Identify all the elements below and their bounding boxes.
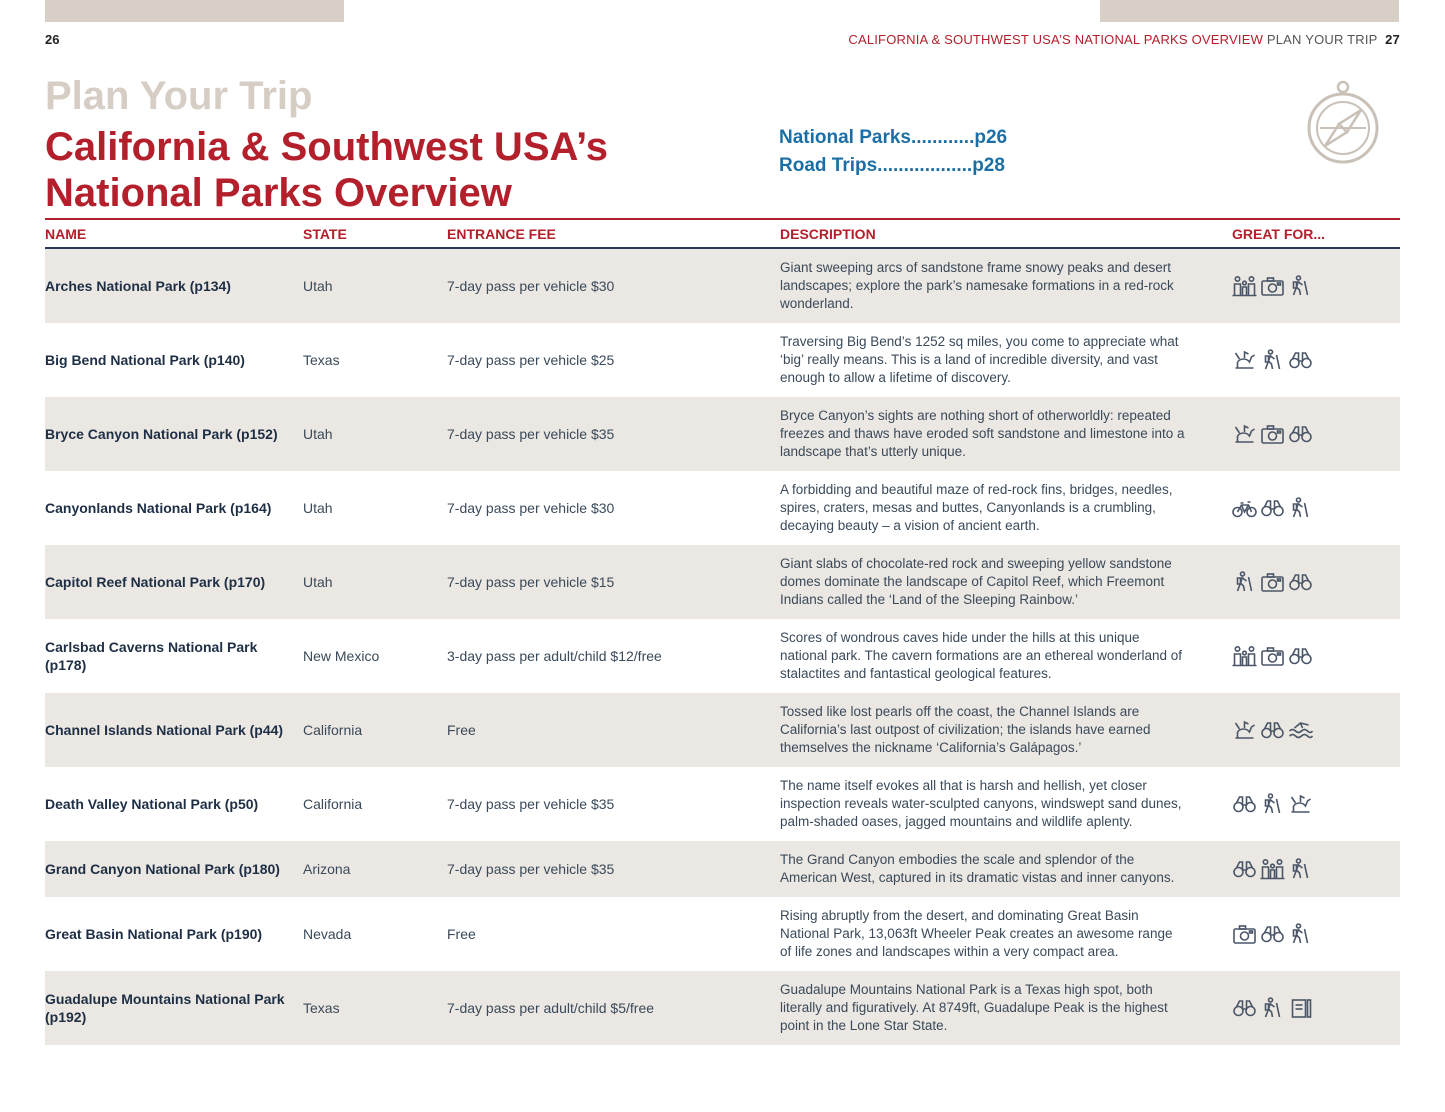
park-name[interactable]: Capitol Reef National Park (p170) — [45, 574, 266, 590]
park-fee: Free — [447, 722, 476, 738]
great-for-icons — [1232, 275, 1352, 297]
park-description: Bryce Canyon’s sights are nothing short of otherworldly: repeated freezes and thaws have eroded soft sandstone and limestone into a landscape that’s utterly unique. — [780, 408, 1185, 459]
park-name[interactable]: Guadalupe Mountains National Park (p192) — [45, 991, 285, 1025]
wildlife-icon — [1232, 423, 1257, 445]
park-state: New Mexico — [303, 648, 380, 664]
table-row — [45, 249, 1400, 323]
hiking-icon — [1260, 793, 1285, 815]
camera-icon — [1260, 275, 1285, 297]
parks-table — [45, 249, 1400, 1045]
park-description: Giant slabs of chocolate-red rock and sweeping yellow sandstone domes dominate the landscape of Capitol Reef, which Freemont Indians called the ‘Land of the Sleeping Rainbow.’ — [780, 556, 1172, 607]
toc-label: Road Trips.................. — [779, 155, 973, 176]
park-description: Tossed like lost pearls off the coast, the Channel Islands are California’s last outpost of civilization; the islands have earned themselves the nickname ‘California’s Galápagos.’ — [780, 704, 1151, 755]
table-header — [45, 226, 1400, 246]
park-description: Rising abruptly from the desert, and dominating Great Basin National Park, 13,063ft Wheeler Peak creates an awesome range of life zones and landscapes within a very compact area. — [780, 908, 1173, 959]
park-name[interactable]: Carlsbad Caverns National Park (p178) — [45, 639, 258, 673]
hiking-icon — [1288, 858, 1313, 880]
camera-icon — [1260, 645, 1285, 667]
park-state: Utah — [303, 278, 333, 294]
camera-icon — [1260, 423, 1285, 445]
running-head-section: PLAN YOUR TRIP — [1266, 32, 1378, 47]
history-icon — [1288, 997, 1313, 1019]
binoculars-icon — [1260, 497, 1285, 519]
family-icon — [1232, 275, 1257, 297]
park-fee: 3-day pass per adult/child $12/free — [447, 648, 662, 664]
running-head-title: CALIFORNIA & SOUTHWEST USA’S NATIONAL PARKS OVERVIEW — [848, 32, 1264, 47]
park-fee: 7-day pass per vehicle $15 — [447, 574, 615, 590]
park-description: The Grand Canyon embodies the scale and splendor of the American West, captured in its dramatic vistas and inner canyons. — [780, 852, 1175, 885]
camera-icon — [1260, 571, 1285, 593]
running-head — [848, 32, 1400, 47]
park-description: A forbidding and beautiful maze of red-rock fins, bridges, needles, spires, craters, mesas and buttes, Canyonlands is a crumbling, decaying beauty – a vision of ancient earth. — [780, 482, 1173, 533]
park-state: California — [303, 796, 363, 812]
family-icon — [1232, 645, 1257, 667]
table-of-contents — [779, 124, 1007, 180]
table-row — [45, 397, 1400, 471]
park-name[interactable]: Channel Islands National Park (p44) — [45, 722, 284, 738]
hiking-icon — [1288, 497, 1313, 519]
column-header-description: DESCRIPTION — [780, 226, 876, 242]
park-name[interactable]: Arches National Park (p134) — [45, 278, 231, 294]
toc-item-road-trips[interactable] — [779, 152, 1007, 180]
table-row — [45, 619, 1400, 693]
toc-label: National Parks............ — [779, 127, 975, 148]
page-tab-right — [1100, 0, 1399, 22]
park-name[interactable]: Canyonlands National Park (p164) — [45, 500, 272, 516]
table-row — [45, 693, 1400, 767]
water-icon — [1288, 719, 1313, 741]
page-title-line2: National Parks Overview — [45, 171, 512, 215]
park-state: Texas — [303, 1000, 340, 1016]
page-number-left: 26 — [45, 32, 60, 47]
section-kicker: Plan Your Trip — [45, 74, 313, 118]
wildlife-icon — [1232, 719, 1257, 741]
park-description: Scores of wondrous caves hide under the hills at this unique national park. The cavern formations are an ethereal wonderland of stalactites and fantastical geological features. — [780, 630, 1182, 681]
hiking-icon — [1260, 997, 1285, 1019]
great-for-icons — [1232, 349, 1352, 371]
park-name[interactable]: Great Basin National Park (p190) — [45, 926, 263, 942]
toc-page: p26 — [974, 127, 1008, 148]
wildlife-icon — [1288, 793, 1313, 815]
page-title-line1: California & Southwest USA’s — [45, 125, 609, 169]
camera-icon — [1232, 923, 1257, 945]
park-state: California — [303, 722, 363, 738]
table-row — [45, 767, 1400, 841]
park-name[interactable]: Big Bend National Park (p140) — [45, 352, 245, 368]
park-name[interactable]: Grand Canyon National Park (p180) — [45, 861, 280, 877]
binoculars-icon — [1260, 719, 1285, 741]
great-for-icons — [1232, 997, 1352, 1019]
hiking-icon — [1288, 923, 1313, 945]
park-fee: 7-day pass per adult/child $5/free — [447, 1000, 655, 1016]
binoculars-icon — [1260, 923, 1285, 945]
toc-item-national-parks[interactable] — [779, 124, 1007, 152]
park-description: Traversing Big Bend’s 1252 sq miles, you come to appreciate what ‘big’ really means. This is a land of incredible diversity, and vast enough to allow a lifetime of discovery. — [780, 334, 1179, 385]
park-description: The name itself evokes all that is harsh and hellish, yet closer inspection reveals water-sculpted canyons, windswept sand dunes, palm-shaded oases, jagged mountains and wildlife aplenty. — [780, 778, 1182, 829]
hiking-icon — [1260, 349, 1285, 371]
great-for-icons — [1232, 571, 1352, 593]
binoculars-icon — [1232, 997, 1257, 1019]
park-name[interactable]: Death Valley National Park (p50) — [45, 796, 259, 812]
binoculars-icon — [1232, 858, 1257, 880]
binoculars-icon — [1288, 349, 1313, 371]
binoculars-icon — [1288, 571, 1313, 593]
column-header-great-for: GREAT FOR... — [1232, 226, 1326, 242]
toc-page: p28 — [972, 155, 1005, 176]
table-row — [45, 841, 1400, 897]
binoculars-icon — [1232, 793, 1257, 815]
park-name[interactable]: Bryce Canyon National Park (p152) — [45, 426, 278, 442]
great-for-icons — [1232, 423, 1352, 445]
table-top-rule — [45, 218, 1400, 220]
table-row — [45, 323, 1400, 397]
park-fee: 7-day pass per vehicle $35 — [447, 861, 615, 877]
column-header-name: NAME — [45, 226, 87, 242]
page-tab-left — [45, 0, 344, 22]
park-state: Nevada — [303, 926, 352, 942]
table-row — [45, 971, 1400, 1045]
park-fee: 7-day pass per vehicle $30 — [447, 500, 615, 516]
wildlife-icon — [1232, 349, 1257, 371]
hiking-icon — [1288, 275, 1313, 297]
park-fee: 7-day pass per vehicle $35 — [447, 426, 615, 442]
great-for-icons — [1232, 645, 1352, 667]
park-state: Texas — [303, 352, 340, 368]
park-state: Utah — [303, 426, 333, 442]
cycling-icon — [1232, 497, 1257, 519]
compass-icon — [1306, 80, 1380, 166]
park-fee: 7-day pass per vehicle $30 — [447, 278, 615, 294]
column-header-state: STATE — [303, 226, 347, 242]
hiking-icon — [1232, 571, 1257, 593]
park-description: Giant sweeping arcs of sandstone frame snowy peaks and desert landscapes; explore the park’s namesake formations in a red-rock wonderland. — [780, 260, 1174, 311]
table-row — [45, 545, 1400, 619]
column-header-fee: ENTRANCE FEE — [447, 226, 556, 242]
park-state: Utah — [303, 574, 333, 590]
table-row — [45, 471, 1400, 545]
great-for-icons — [1232, 793, 1352, 815]
great-for-icons — [1232, 497, 1352, 519]
park-fee: 7-day pass per vehicle $35 — [447, 796, 615, 812]
park-description: Guadalupe Mountains National Park is a Texas high spot, both literally and figuratively. At 8749ft, Guadalupe Peak is the highest point in the Lone Star State. — [780, 982, 1168, 1033]
page-title — [45, 124, 725, 216]
park-state: Arizona — [303, 861, 351, 877]
binoculars-icon — [1288, 423, 1313, 445]
great-for-icons — [1232, 719, 1352, 741]
family-icon — [1260, 858, 1285, 880]
binoculars-icon — [1288, 645, 1313, 667]
great-for-icons — [1232, 923, 1352, 945]
table-row — [45, 897, 1400, 971]
park-fee: Free — [447, 926, 476, 942]
page-number-right: 27 — [1385, 32, 1400, 47]
park-state: Utah — [303, 500, 333, 516]
great-for-icons — [1232, 858, 1352, 880]
park-fee: 7-day pass per vehicle $25 — [447, 352, 615, 368]
